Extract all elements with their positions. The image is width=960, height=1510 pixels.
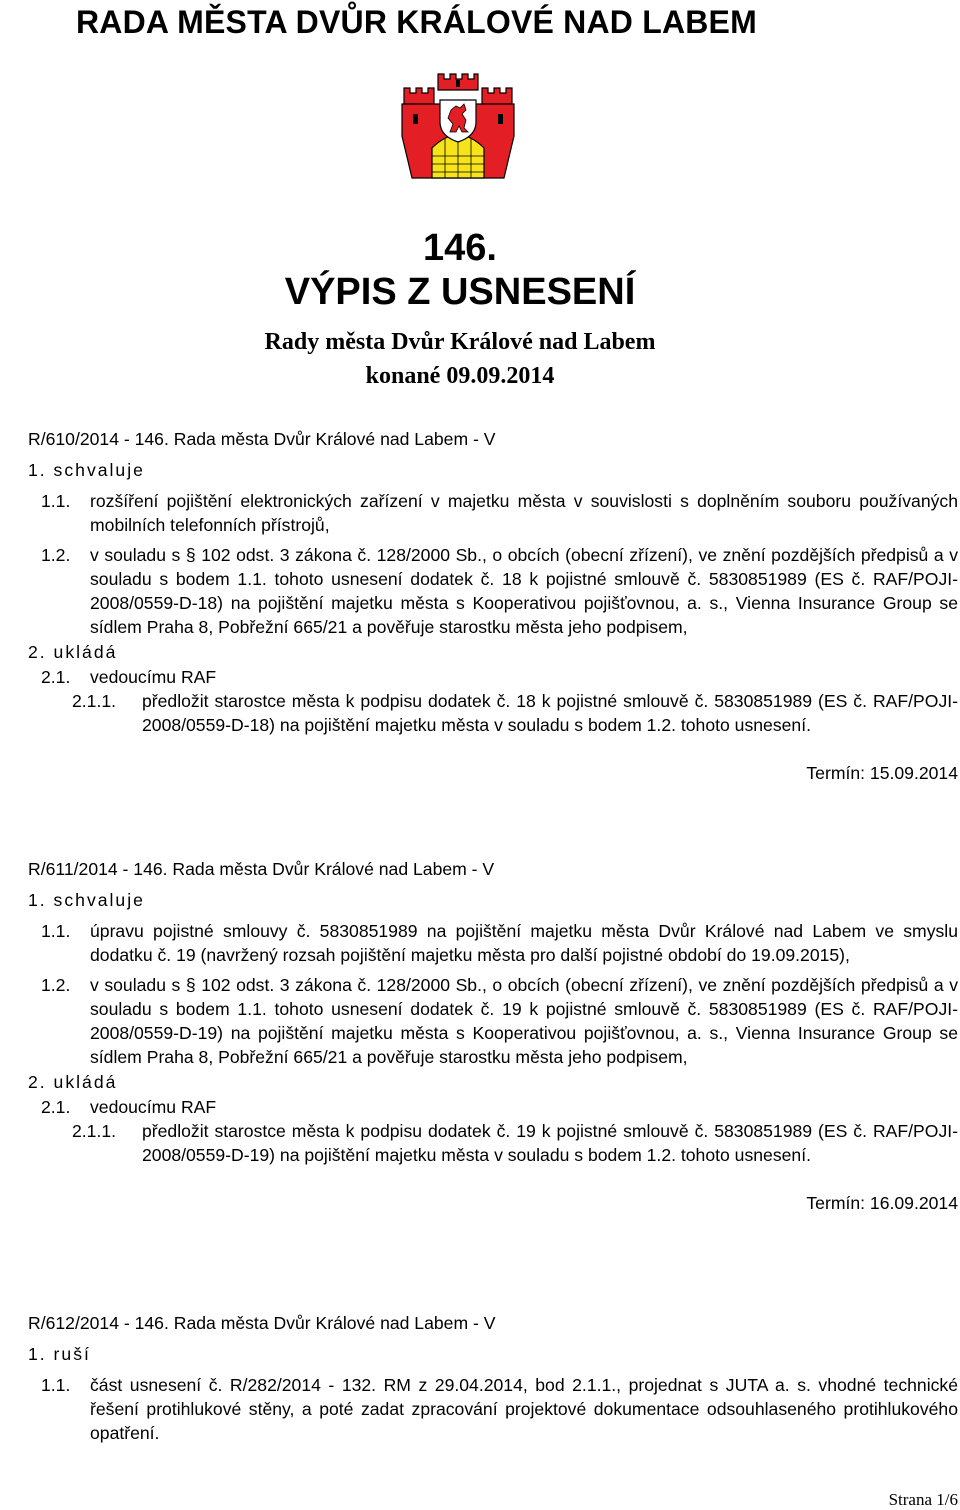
resolution-item — [28, 919, 958, 967]
resolution-item — [28, 973, 958, 1069]
resolution-heading: R/612/2014 - 146. Rada města Dvůr Králové nad Labem - V — [28, 1313, 496, 1333]
resolution-610 — [28, 427, 958, 785]
resolution-verb: 2. ukládá — [28, 1072, 118, 1092]
deadline: Termín: 16.09.2014 — [806, 1193, 958, 1213]
resolution-subitem — [28, 1095, 958, 1119]
item-number: 1.1. — [41, 491, 71, 511]
item-number: 1.1. — [41, 921, 71, 941]
resolution-611 — [28, 857, 958, 1215]
item-number: 1.2. — [41, 545, 71, 565]
item-number: 2.1. — [41, 667, 71, 687]
item-text: v souladu s § 102 odst. 3 zákona č. 128/2000 Sb., o obcích (obecní zřízení), ve znění pozdějších předpisů a v souladu s bodem 1.1. tohoto usnesení dodatek č. 18 k pojistné smlouvě č. 5830851989 (ES č. RAF/POJI-2008/0559-D-18) na pojištění majetku města s Kooperativou pojišťovnou, a. s., Vienna Insurance Group se sídlem Praha 8, Pobřežní 665/21 a pověřuje starostku města jeho podpisem, — [90, 545, 958, 637]
resolution-verb: 1. schvaluje — [28, 890, 145, 910]
resolution-verb: 1. ruší — [28, 1344, 91, 1364]
item-text: v souladu s § 102 odst. 3 zákona č. 128/2000 Sb., o obcích (obecní zřízení), ve znění pozdějších předpisů a v souladu s bodem 1.1. tohoto usnesení dodatek č. 19 k pojistné smlouvě č. 5830851989 (ES č. RAF/POJI-2008/0559-D-19) na pojištění majetku města s Kooperativou pojišťovnou, a. s., Vienna Insurance Group se sídlem Praha 8, Pobřežní 665/21 a pověřuje starostku města jeho podpisem, — [90, 975, 958, 1067]
item-text: vedoucímu RAF — [90, 667, 217, 687]
item-number: 2.1. — [41, 1097, 71, 1117]
subtitle-date: konané 09.09.2014 — [365, 363, 555, 389]
item-number: 2.1.1. — [72, 691, 117, 711]
item-text: rozšíření pojištění elektronických zařízení v majetku města v souvislosti s doplněním souboru používaných mobilních telefonních přístrojů, — [90, 491, 958, 535]
issue-number: 146. — [423, 227, 497, 269]
resolution-task — [28, 1119, 958, 1167]
item-text: předložit starostce města k podpisu dodatek č. 18 k pojistné smlouvě č. 5830851989 (ES č. RAF/POJI-2008/0559-D-18) na pojištění majetku města v souladu s bodem 1.2. tohoto usnesení. — [142, 691, 958, 735]
item-number: 1.1. — [41, 1375, 71, 1395]
resolution-verb: 1. schvaluje — [28, 460, 145, 480]
resolution-item — [28, 489, 958, 537]
resolution-subitem — [28, 665, 958, 689]
item-number: 1.2. — [41, 975, 71, 995]
item-text: část usnesení č. R/282/2014 - 132. RM z 29.04.2014, bod 2.1.1., projednat s JUTA a. s. vhodné technické řešení protihlukové stěny, a poté zadat zpracování projektové dokumentace odsouhlaseného protihlukového opatření. — [90, 1375, 958, 1443]
resolution-task — [28, 689, 958, 737]
item-number: 2.1.1. — [72, 1121, 117, 1141]
city-coat-of-arms-icon — [398, 66, 518, 186]
resolution-heading: R/610/2014 - 146. Rada města Dvůr Králové nad Labem - V — [28, 429, 496, 449]
item-text: předložit starostce města k podpisu dodatek č. 19 k pojistné smlouvě č. 5830851989 (ES č. RAF/POJI-2008/0559-D-19) na pojištění majetku města v souladu s bodem 1.2. tohoto usnesení. — [142, 1121, 958, 1165]
resolution-item — [28, 543, 958, 639]
item-text: úpravu pojistné smlouvy č. 5830851989 na pojištění majetku města Dvůr Králové nad Labem ve smyslu dodatku č. 19 (navržený rozsah pojištění majetku města pro další pojistné období do 19.09.2015), — [90, 921, 958, 965]
resolution-item — [28, 1373, 958, 1445]
item-text: vedoucímu RAF — [90, 1097, 217, 1117]
resolution-heading: R/611/2014 - 146. Rada města Dvůr Králové nad Labem - V — [28, 859, 495, 879]
council-title: RADA MĚSTA DVŮR KRÁLOVÉ NAD LABEM — [76, 4, 757, 40]
page-counter: Strana 1/6 — [888, 1490, 958, 1509]
resolution-verb: 2. ukládá — [28, 642, 118, 662]
page-title: VÝPIS Z USNESENÍ — [284, 271, 636, 313]
subtitle-council: Rady města Dvůr Králové nad Labem — [264, 329, 656, 355]
resolution-612 — [28, 1311, 958, 1445]
deadline: Termín: 15.09.2014 — [806, 763, 958, 783]
